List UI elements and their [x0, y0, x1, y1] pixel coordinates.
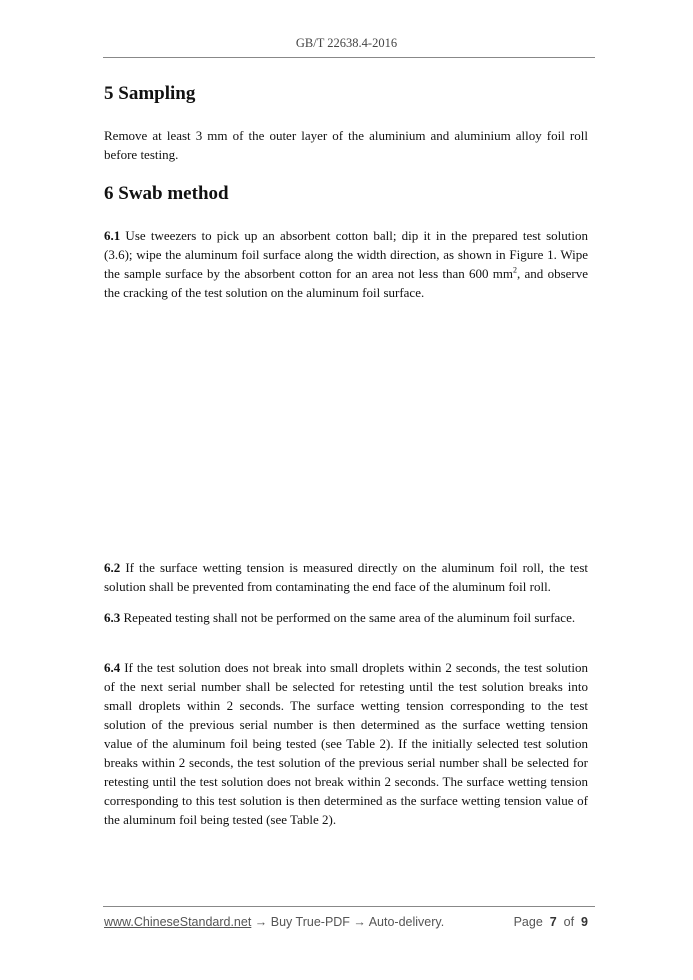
of-word: of	[563, 915, 575, 929]
paragraph-6-3	[104, 608, 588, 627]
paragraph-6-1	[104, 226, 588, 302]
clause-text: If the test solution does not break into small droplets within 2 seconds, the test solution of the next serial number shall be selected for retesting until the test solution breaks into small droplets within 2 seconds. The surface wetting tension corresponding to the test solution of the previous serial number is then determined as the surface wetting tension value of the aluminum foil being tested (see Table 2). If the initially selected test solution breaks within 2 seconds, the test solution of the previous serial number shall be selected for retesting until the test solution does not break within 2 seconds. The surface wetting tension corresponding to this test solution is then determined as the surface wetting tension value of the aluminum foil being tested (see Table 2).	[104, 660, 588, 827]
footer-promo	[104, 915, 444, 929]
clause-number: 6.4	[104, 660, 121, 675]
clause-text: If the surface wetting tension is measured directly on the aluminum foil roll, the test solution shall be prevented from contaminating the end face of the aluminum foil roll.	[104, 560, 588, 594]
section-5-heading: 5 Sampling	[104, 83, 196, 104]
section-6-heading: 6 Swab method	[104, 183, 229, 204]
page-header: GB/T 22638.4-2016	[295, 36, 398, 50]
paragraph-6-4	[104, 658, 588, 829]
superscript: 2	[513, 265, 518, 275]
clause-text: , and observe the cracking of the test solution on the aluminum foil surface.	[104, 266, 588, 300]
page-word: Page	[513, 915, 543, 929]
page-total: 9	[581, 915, 588, 929]
footer-rule	[103, 906, 595, 907]
paragraph-6-2	[104, 558, 588, 596]
clause-number: 6.2	[104, 560, 121, 575]
figure-placeholder	[104, 312, 588, 548]
section-5-paragraph: Remove at least 3 mm of the outer layer of the aluminium and aluminium alloy foil roll before testing.	[104, 128, 588, 162]
header-rule	[103, 57, 595, 58]
promo-text: → Buy True-PDF → Auto-delivery.	[251, 915, 445, 929]
clause-text: Repeated testing shall not be performed on the same area of the aluminum foil surface.	[120, 610, 576, 625]
website-link[interactable]: www.ChineseStandard.net	[104, 915, 252, 929]
page-number: 7	[549, 915, 557, 929]
clause-number: 6.1	[104, 228, 121, 243]
clause-text: Use tweezers to pick up an absorbent cotton ball; dip it in the prepared test solution (3.6); wipe the aluminum foil surface along the width direction, as shown in Figure 1. Wipe the sample surface by the absorbent cotton for an area not less than 600 mm	[104, 228, 588, 281]
page-indicator	[514, 915, 588, 929]
clause-number: 6.3	[104, 610, 121, 625]
